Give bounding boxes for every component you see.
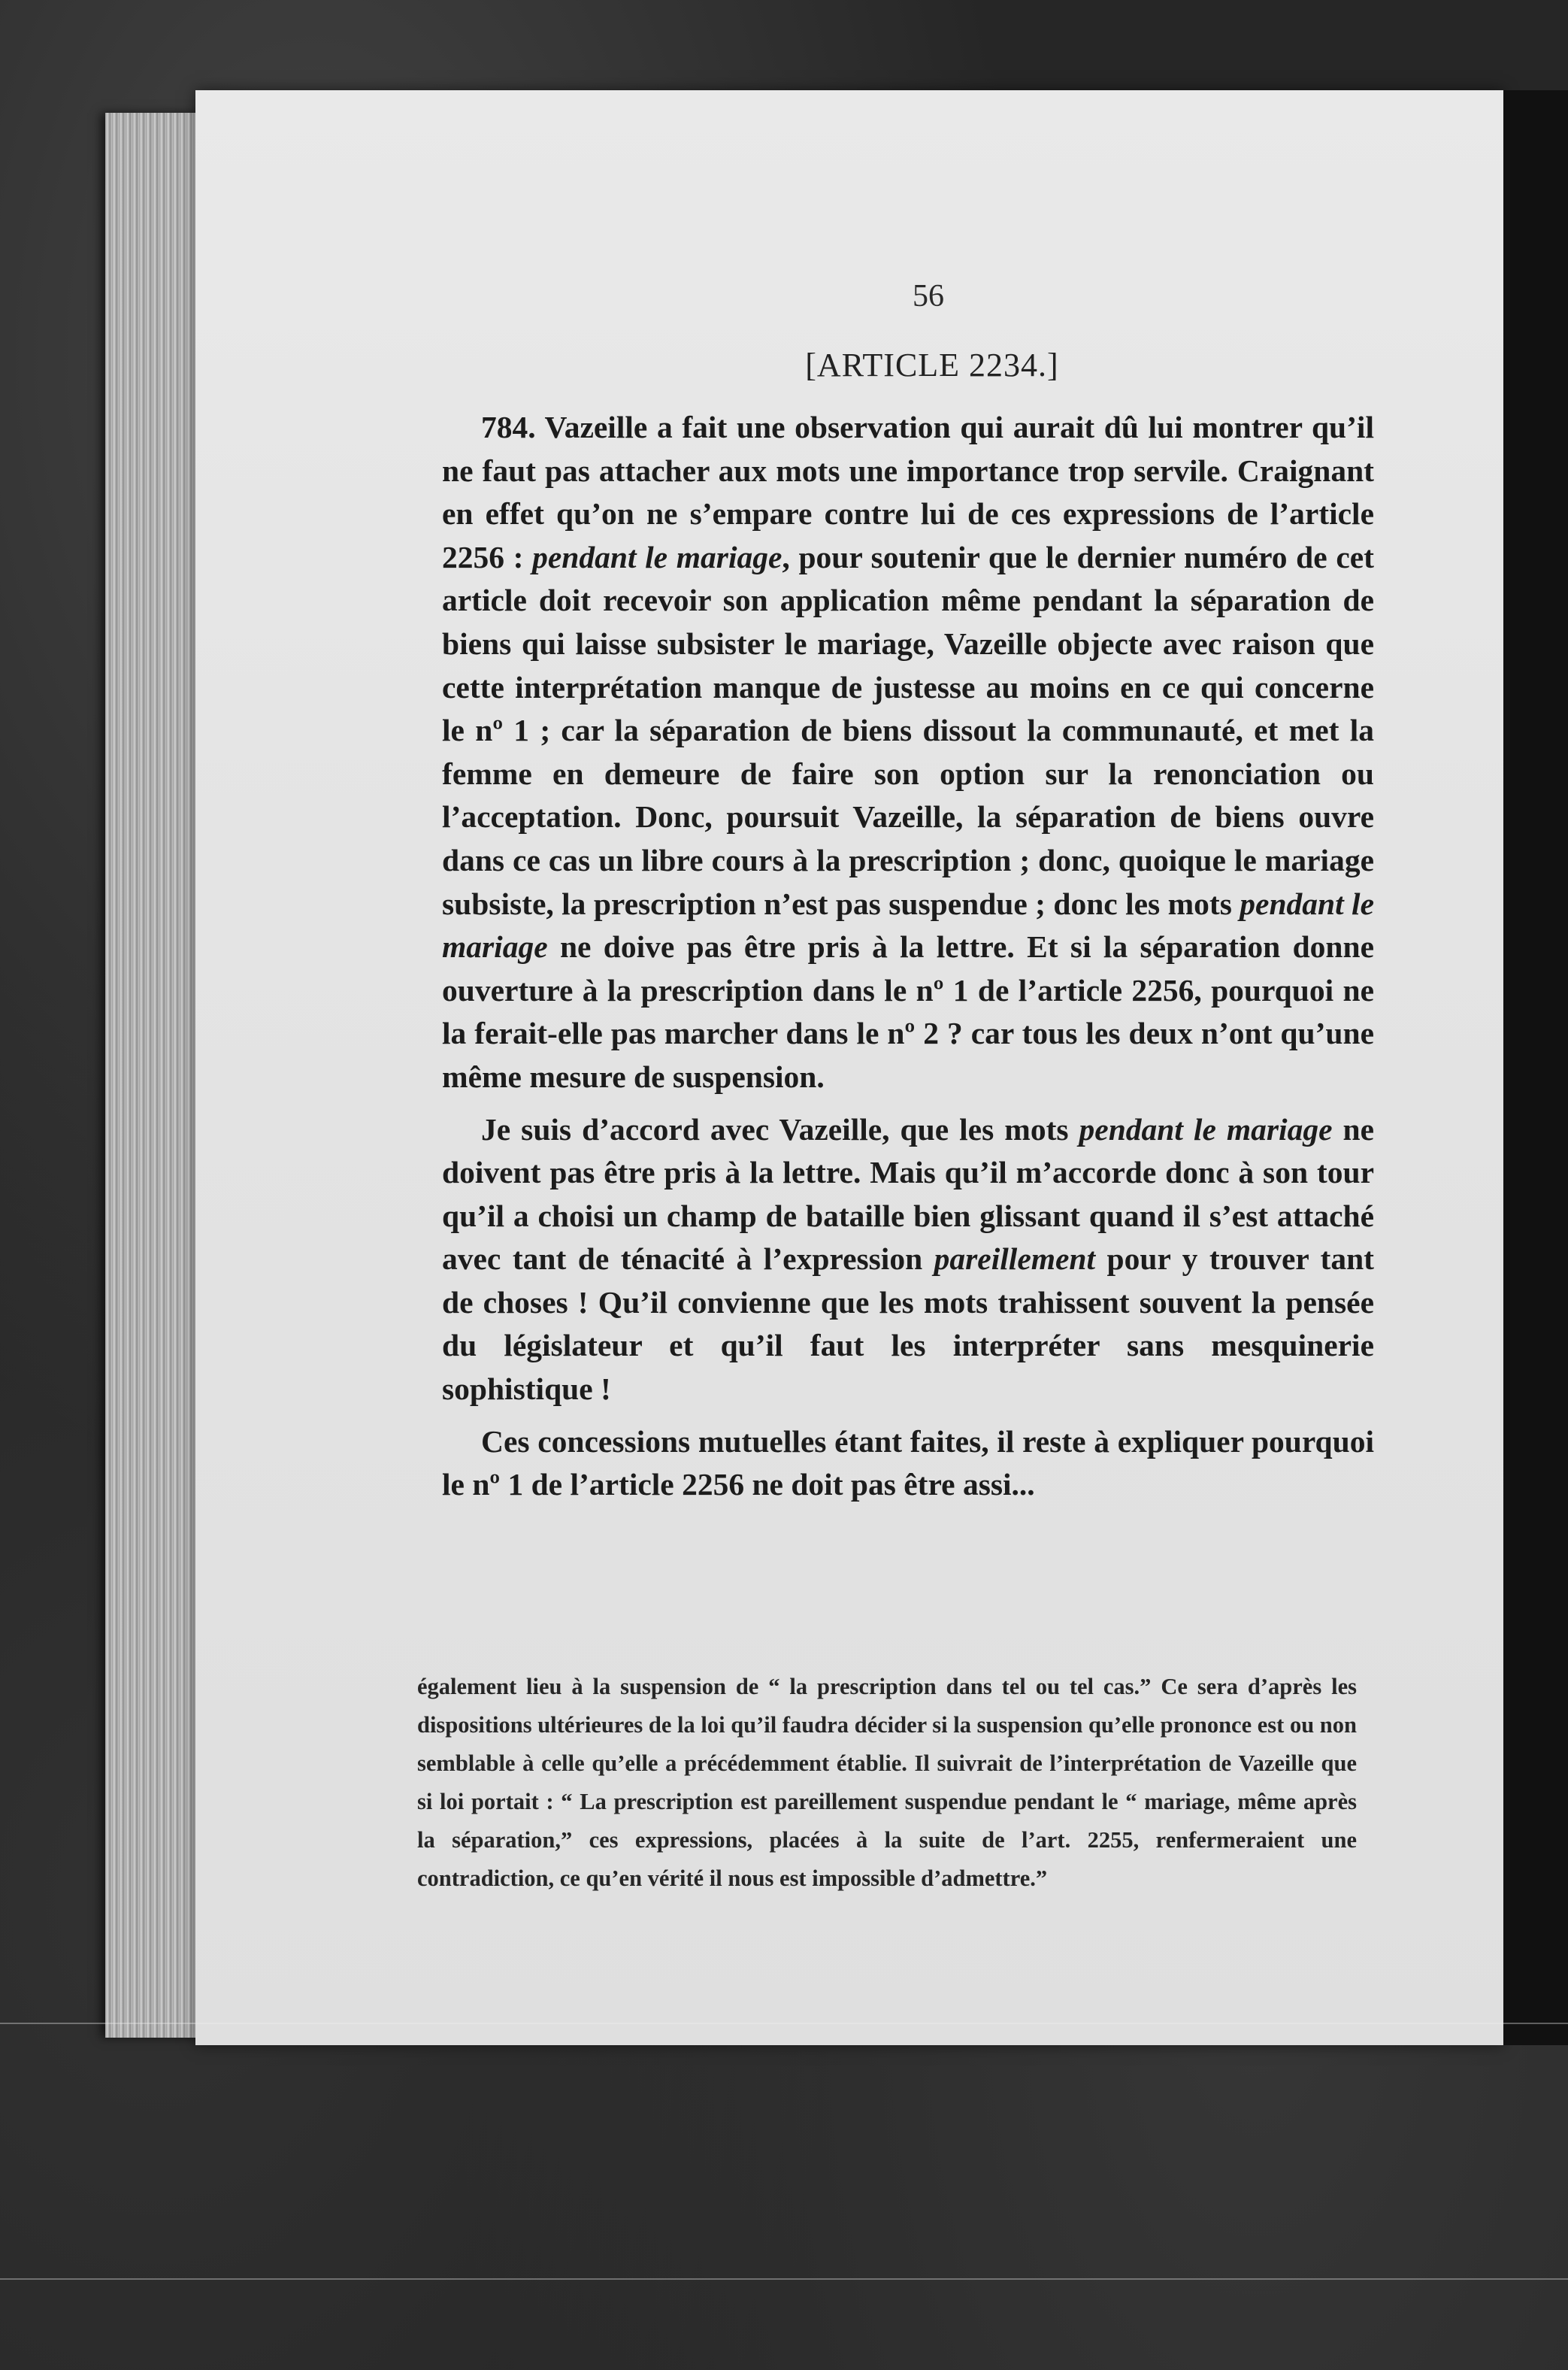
text-run: , pour soutenir que le dernier numéro de cet article doit recevoir son application même pendant la séparation de biens qui laisse subsister le mariage, Vazeille objecte avec raison que cette interprétation manque de justesse au moins en ce qui concerne le nº 1 ; car la séparation de biens dissout la communauté, et met la femme en demeure de faire son option sur la renonciation ou l’acceptation. Donc, poursuit Vazeille, la séparation de biens ouvre dans ce cas un libre cours à la prescription ; donc, quoique le mariage subsiste, la prescription n’est pas suspendue ; donc les mots bbox=[442, 539, 1374, 921]
page-number: 56 bbox=[913, 279, 944, 314]
text-run: ne doivent pas être pris à la lettre. Mais qu’il m’accorde donc à son tour qu’il a choisi un champ de bataille bien glissant quand il s’est attaché avec tant de ténacité à l’expression bbox=[442, 1111, 1375, 1277]
italic-run: pendant le mariage bbox=[532, 539, 782, 574]
text-run: 784. Vazeille a fait une observation qui aurait dû lui montrer qu’il ne faut pas attacher aux mots une importance trop servile. Craignant en effet qu’on ne s’empare contre lui de ces expressions de l’article 2256 : bbox=[442, 410, 1374, 574]
paragraph-784 bbox=[442, 406, 1374, 1099]
italic-run: pendant le mariage bbox=[1079, 1111, 1333, 1147]
scan-dark-margin bbox=[1503, 90, 1568, 2045]
paragraph-concessions bbox=[442, 1420, 1374, 1507]
italic-run: pareillement bbox=[934, 1241, 1096, 1277]
text-run: Ces concessions mutuelles étant faites, il reste à expliquer pourquoi le nº 1 de l’article 2256 ne doit pas être assi... bbox=[442, 1423, 1374, 1502]
footnote-text: également lieu à la suspension de “ la prescription dans tel ou tel cas.” Ce sera d’après les dispositions ultérieures de la loi qu’il faudra décider si la suspension qu’elle prononce est ou non semblable à celle qu’elle a précédemment établie. Il suivrait de l’interprétation de Vazeille que si loi portait : “ La prescription est pareillement suspendue pendant le “ mariage, même après la séparation,” ces expressions, placées à la suite de l’art. 2255, renfermeraient une contradiction, ce qu’en vérité il nous est impossible d’admettre.” bbox=[417, 1674, 1357, 1891]
book-page-edges bbox=[105, 113, 203, 2038]
main-text bbox=[442, 406, 1374, 1507]
section-header: [ARTICLE 2234.] bbox=[805, 347, 1059, 383]
paragraph-accord bbox=[442, 1108, 1374, 1411]
italic-run: pendant le mariage bbox=[442, 886, 1375, 965]
footnote bbox=[417, 1668, 1357, 1898]
text-run: pour y trouver tant de choses ! Qu’il convienne que les mots trahissent souvent la pensée du législateur et qu’il faut les interpréter sans mesquinerie sophistique ! bbox=[442, 1241, 1374, 1407]
text-run: Je suis d’accord avec Vazeille, que les mots bbox=[481, 1111, 1079, 1147]
scan-scratch-line bbox=[0, 2278, 1568, 2280]
scan-scratch-line bbox=[0, 2023, 1568, 2024]
text-run: ne doive pas être pris à la lettre. Et si la séparation donne ouverture à la prescription dans le nº 1 de l’article 2256, pourquoi ne la ferait-elle pas marcher dans le nº 2 ? car tous les deux n’ont qu’une même mesure de suspension. bbox=[442, 929, 1374, 1094]
